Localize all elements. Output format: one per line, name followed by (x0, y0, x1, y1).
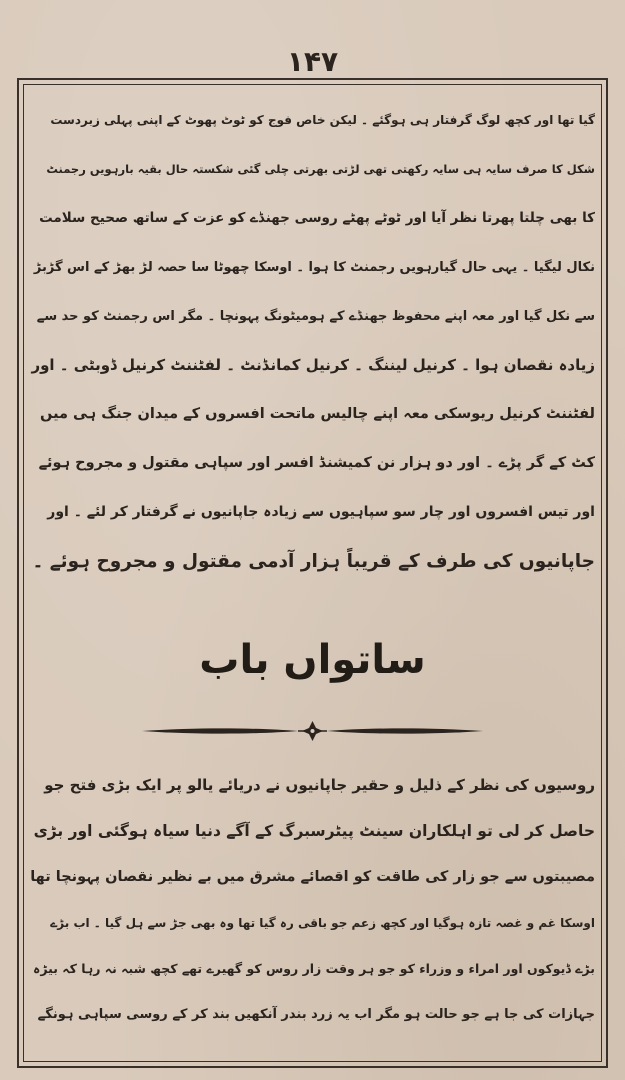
text-line: جہازات کی جا ہے جو حالت ہو مگر اب یہ زرد بندر آنکھیں بند کر کے روسی سپاہی ہونگے (37, 1007, 595, 1022)
text-line: بڑے ڈیوکوں اور امراء و وزراء کو جو ہر وقت زار روس کو گھیرے تھے کچھ شبہ نہ رہا کہ بیڑہ (33, 961, 595, 976)
paragraph-top (30, 96, 595, 586)
text-line: سے نکل گیا اور معہ اپنے محفوظ جھنڈے کے ہومیٹونگ پہونچا ۔ مگر اس رجمنٹ کو حد سے (36, 309, 595, 324)
chapter-heading: ساتواں باب (199, 637, 426, 683)
text-line: کا بھی چلتا پھرتا نظر آیا اور ٹوٹے پھٹے روسی جھنڈے کو عزت کے ساتھ صحیح سلامت (39, 210, 595, 226)
text-line: روسیوں کی نظر کے ذلیل و حقیر جاپانیوں نے دریائے یالو پر ایک بڑی فتح جو (44, 776, 595, 794)
text-line: مصیبتوں سے جو زار کی طاقت کو اقصائے مشرق میں بے نظیر نقصان پہونچا تھا (30, 869, 595, 885)
text-line: اوسکا غم و غصہ تازہ ہوگیا اور کچھ زعم جو باقی رہ گیا تھا وہ بھی جڑ سے ہل گیا ۔ اب بڑے (50, 916, 595, 930)
paragraph-bottom (30, 762, 595, 1038)
text-line: اور تیس افسروں اور چار سو سپاہیوں سے زیادہ جاپانیوں نے گرفتار کر لئے ۔ اور (47, 504, 595, 520)
text-line: نکال لیگیا ۔ یہی حال گیارہویں رجمنٹ کا ہوا ۔ اوسکا چھوٹا سا حصہ لڑ بھڑ کے اس گڑبڑ (33, 260, 595, 275)
page-number: ۱۴۷ (286, 45, 339, 78)
text-line: حاصل کر لی تو اہلکاران سینٹ پیٹرسبرگ کے آگے دنیا سیاہ ہوگئی اور بڑی (33, 822, 595, 840)
text-line: جاپانیوں کی طرف کے قریباً ہزار آدمی مقتول و مجروح ہوئے ۔ (32, 551, 595, 572)
ornamental-divider (140, 718, 485, 744)
text-line: زیادہ نقصان ہوا ۔ کرنیل لیننگ ۔ کرنیل کمانڈنٹ ۔ لفٹننٹ کرنیل ڈوبٹی ۔ اور (31, 356, 595, 374)
text-line: کٹ کے گر پڑے ۔ اور دو ہزار نن کمیشنڈ افسر اور سپاہی مقتول و مجروح ہوئے (38, 455, 595, 471)
text-line: گیا تھا اور کچھ لوگ گرفتار ہی ہوگئے ۔ لیکن خاص فوج کو ٹوٹ پھوٹ کے اپنی پہلی زبردست (50, 113, 595, 127)
text-line: لفٹننٹ کرنیل ریوسکی معہ اپنے چالیس ماتحت افسروں کے میدان جنگ ہی میں (40, 406, 595, 422)
text-line: شکل کا صرف سایہ ہی سایہ رکھتی تھی لڑتی بھرتی چلی گئی شکستہ حال بقیہ بارہویں رجمنٹ (46, 162, 595, 176)
